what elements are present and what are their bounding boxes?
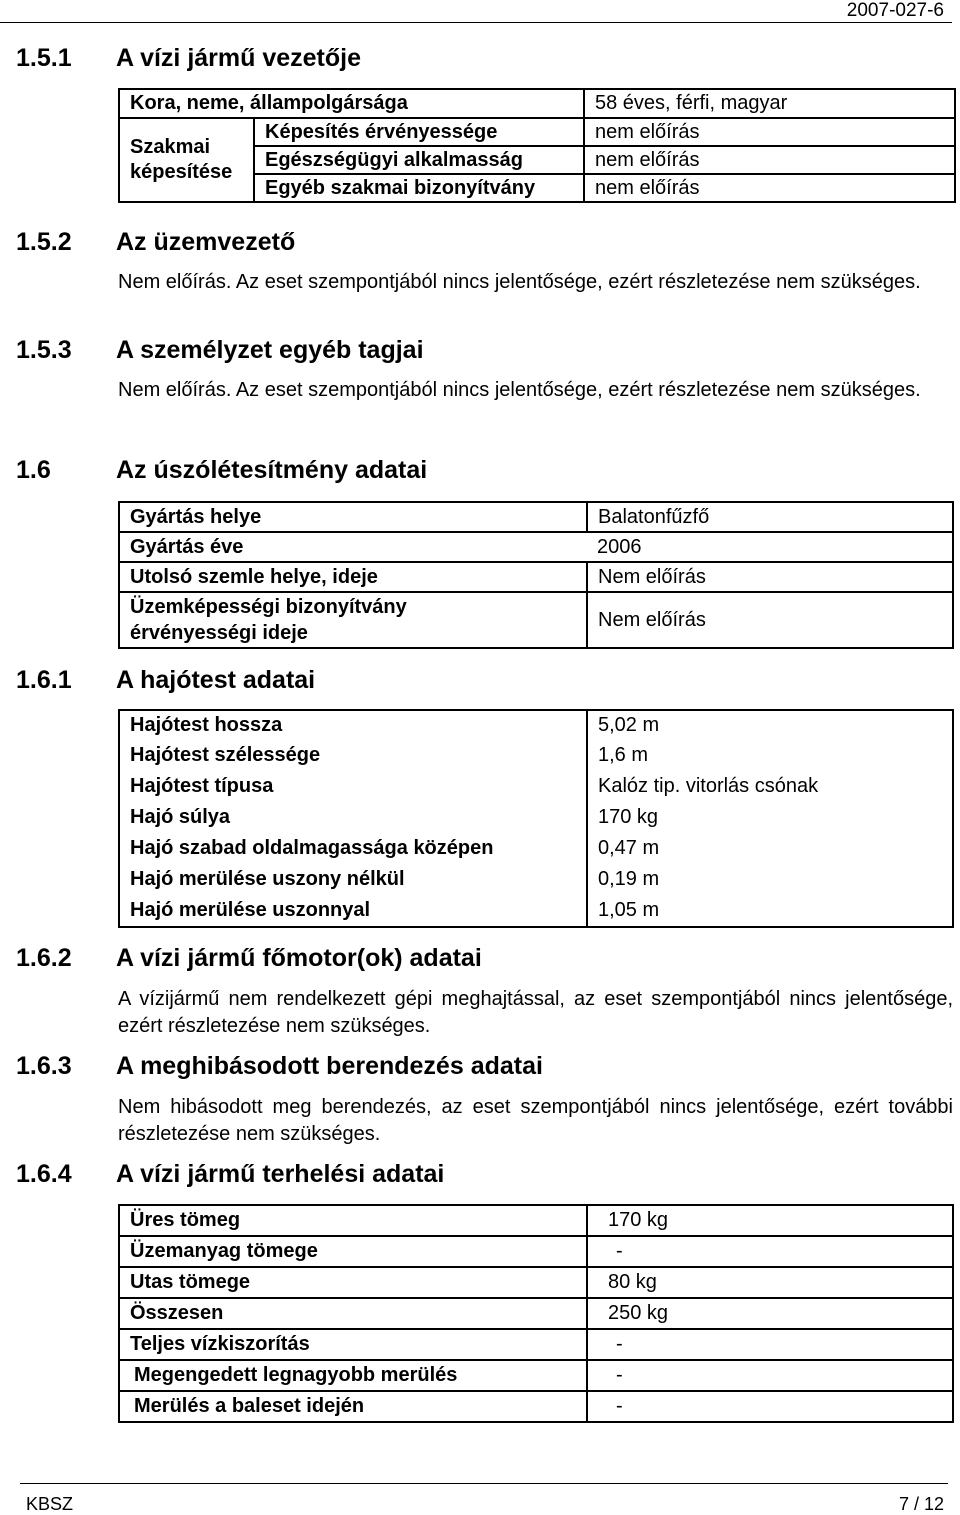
- section-title: Az üzemvezető: [116, 228, 296, 256]
- table-row: [119, 1329, 953, 1360]
- section-title: A vízi jármű vezetője: [116, 44, 361, 72]
- hull-data-table: [118, 709, 954, 928]
- section-heading-1-6-4: [16, 1160, 616, 1190]
- row-value: 1,6 m: [587, 740, 953, 771]
- row-value: -: [587, 1391, 953, 1422]
- table-row: [119, 1298, 953, 1329]
- row-label: Utolsó szemle helye, ideje: [119, 562, 587, 592]
- table-row: [119, 1360, 953, 1391]
- row-value: Nem előírás: [587, 592, 953, 648]
- row-value: -: [587, 1360, 953, 1391]
- table-row: [119, 864, 953, 895]
- row-value: Balatonfűzfő: [587, 502, 953, 532]
- table-row: [119, 562, 953, 592]
- row-value: 58 éves, férfi, magyar: [584, 89, 955, 118]
- table-row: [119, 833, 953, 864]
- row-value: 0,47 m: [587, 833, 953, 864]
- row-label: Üzemanyag tömege: [119, 1236, 587, 1267]
- section-title: Az úszólétesítmény adatai: [116, 456, 428, 484]
- table-row: [119, 502, 953, 532]
- section-text: A vízijármű nem rendelkezett gépi meghajtással, az eset szempontjából nincs jelentősége, ezért részletezése nem szükséges.: [118, 988, 953, 1037]
- row-label: Egészségügyi alkalmasság: [254, 146, 584, 174]
- section-title: A hajótest adatai: [116, 666, 316, 694]
- document-id: 2007-027-6: [846, 0, 944, 21]
- section-heading-1-6-2: [16, 944, 616, 974]
- section-heading-1-5-3: [16, 336, 616, 366]
- header-rule: [0, 22, 952, 23]
- row-label: Merülés a baleset idején: [119, 1391, 587, 1422]
- row-label: Hajótest hossza: [119, 710, 587, 740]
- row-label: Üzemképességi bizonyítvány érvényességi ideje: [119, 592, 587, 648]
- row-label: Egyéb szakmai bizonyítvány: [254, 174, 584, 202]
- row-value: -: [587, 1236, 953, 1267]
- row-label: Hajó merülése uszonnyal: [119, 895, 587, 927]
- group-label: Szakmai képesítése: [119, 118, 254, 202]
- section-heading-1-5-1: [16, 44, 616, 74]
- table-row: [119, 532, 953, 562]
- section-number: 1.5.1: [16, 44, 72, 72]
- table-row: [119, 1236, 953, 1267]
- table-row: [119, 592, 953, 648]
- row-value: nem előírás: [584, 146, 955, 174]
- table-row: [119, 895, 953, 927]
- row-label: Üres tömeg: [119, 1205, 587, 1236]
- section-heading-1-6-1: [16, 666, 616, 696]
- vessel-data-table: [118, 501, 954, 649]
- page-number: 7 / 12: [898, 1494, 944, 1514]
- row-value: 80 kg: [587, 1267, 953, 1298]
- row-value: 0,19 m: [587, 864, 953, 895]
- row-label: Utas tömege: [119, 1267, 587, 1298]
- section-number: 1.6: [16, 456, 51, 484]
- section-text: Nem előírás. Az eset szempontjából nincs jelentősége, ezért részletezése nem szükséges.: [118, 271, 921, 293]
- row-label: Összesen: [119, 1298, 587, 1329]
- row-label: Hajótest típusa: [119, 771, 587, 802]
- row-value: 2006: [587, 532, 953, 562]
- section-number: 1.6.3: [16, 1052, 72, 1080]
- table-row: [119, 771, 953, 802]
- row-label: Teljes vízkiszorítás: [119, 1329, 587, 1360]
- section-title: A vízi jármű terhelési adatai: [116, 1160, 445, 1188]
- table-row: [119, 1267, 953, 1298]
- section-number: 1.6.1: [16, 666, 72, 694]
- load-data-table: [118, 1204, 954, 1423]
- footer-rule: [20, 1483, 948, 1484]
- row-label: Gyártás helye: [119, 502, 587, 532]
- section-title: A meghibásodott berendezés adatai: [116, 1052, 543, 1080]
- section-text: Nem előírás. Az eset szempontjából nincs jelentősége, ezért részletezése nem szükséges.: [118, 379, 921, 401]
- row-label: Megengedett legnagyobb merülés: [119, 1360, 587, 1391]
- row-label: Hajótest szélessége: [119, 740, 587, 771]
- table-row: [119, 802, 953, 833]
- row-value: -: [587, 1329, 953, 1360]
- row-value: 5,02 m: [587, 710, 953, 740]
- row-value: Kalóz tip. vitorlás csónak: [587, 771, 953, 802]
- section-title: A vízi jármű főmotor(ok) adatai: [116, 944, 482, 972]
- section-number: 1.6.2: [16, 944, 72, 972]
- row-value: 250 kg: [587, 1298, 953, 1329]
- section-title: A személyzet egyéb tagjai: [116, 336, 424, 364]
- row-label: Kora, neme, állampolgársága: [119, 89, 584, 118]
- table-row: [119, 1205, 953, 1236]
- section-text: Nem hibásodott meg berendezés, az eset szempontjából nincs jelentősége, ezért további részletezése nem szükséges.: [118, 1096, 953, 1145]
- section-number: 1.5.3: [16, 336, 72, 364]
- table-row: [119, 89, 955, 118]
- row-value: Nem előírás: [587, 562, 953, 592]
- footer-org: KBSZ: [26, 1494, 74, 1514]
- row-label: Hajó súlya: [119, 802, 587, 833]
- crew-leader-table: [118, 88, 956, 203]
- row-value: nem előírás: [584, 118, 955, 146]
- row-value: 170 kg: [587, 1205, 953, 1236]
- section-number: 1.5.2: [16, 228, 72, 256]
- section-number: 1.6.4: [16, 1160, 72, 1188]
- row-label: Hajó szabad oldalmagassága középen: [119, 833, 587, 864]
- table-row: [119, 1391, 953, 1422]
- section-heading-1-5-2: [16, 228, 616, 258]
- table-row: [119, 710, 953, 740]
- row-label: Gyártás éve: [119, 532, 587, 562]
- row-value: nem előírás: [584, 174, 955, 202]
- row-value: 1,05 m: [587, 895, 953, 927]
- row-label: Képesítés érvényessége: [254, 118, 584, 146]
- row-value: 170 kg: [587, 802, 953, 833]
- section-heading-1-6-3: [16, 1052, 616, 1082]
- section-heading-1-6: [16, 456, 616, 486]
- table-row: [119, 740, 953, 771]
- table-row: [119, 118, 955, 146]
- row-label: Hajó merülése uszony nélkül: [119, 864, 587, 895]
